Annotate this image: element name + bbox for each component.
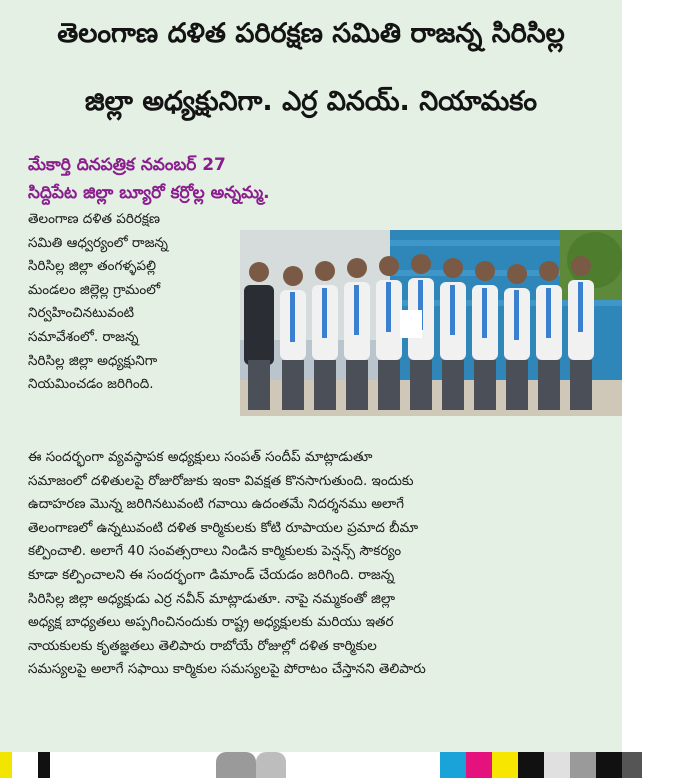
registration-swatch xyxy=(544,752,570,778)
article-line: సమాజంలో దళితులపై రోజురోజుకు ఇంకా వివక్షత కొనసాగుతుంది. ఇందుకు xyxy=(28,472,414,489)
registration-swatch xyxy=(440,752,466,778)
registration-swatch xyxy=(216,752,256,778)
registration-swatch xyxy=(492,752,518,778)
registration-swatch xyxy=(622,752,642,778)
group-photo xyxy=(240,230,622,416)
registration-swatch xyxy=(466,752,492,778)
registration-swatch xyxy=(518,752,544,778)
article-line: సమస్యలపై అలాగే సఫాయి కార్మికుల సమస్యలపై పోరాటం చేస్తానని తెలిపారు xyxy=(28,661,426,678)
reporter-credit: సిద్దిపేట జిల్లా బ్యూరో కర్రోల్ల అన్నమ్మ. xyxy=(28,183,270,203)
article-line: నిర్వహించినటువంటి xyxy=(28,305,135,322)
article-line: సమితి ఆధ్వర్యంలో రాజన్న xyxy=(28,234,168,251)
dateline: మేకార్తి దినపత్రిక నవంబర్ 27 xyxy=(28,155,226,175)
article-line: తెలంగాణ దళిత పరిరక్షణ xyxy=(28,211,161,227)
article-line: నాయకులకు కృతజ్ఞతలు తెలిపారు రాబోయే రోజుల్లో దళిత కార్మికుల xyxy=(28,637,377,654)
article-line: నియమించడం జరిగింది. xyxy=(28,376,154,393)
registration-swatch xyxy=(38,752,50,778)
article-body xyxy=(28,446,426,682)
headline-line-2: జిల్లా అధ్యక్షునిగా. ఎర్ర వినయ్. నియామకం xyxy=(84,86,538,117)
registration-swatch xyxy=(256,752,286,778)
article-line: ఉదాహరణ మొన్న జరిగినటువంటి గవాయి ఉదంతమే నిదర్శనము అలాగే xyxy=(28,496,405,513)
article-line: తెలంగాణలో ఉన్నటువంటి దళిత కార్మికులకు కోటి రూపాయల ప్రమాద బీమా xyxy=(28,519,419,536)
article-line: సిరిసిల్ల జిల్లా తంగళ్ళపల్లి xyxy=(28,258,157,275)
article-line: సమావేశంలో. రాజన్న xyxy=(28,328,139,345)
article-line: కూడా కల్పించాలని ఈ సందర్భంగా డిమాండ్ చేయడం జరిగింది. రాజన్న xyxy=(28,566,395,583)
registration-swatch xyxy=(570,752,596,778)
article-line: అధ్యక్ష బాధ్యతలు అప్పగించినందుకు రాష్ట్ర అధ్యక్షులకు మరియు ఇతర xyxy=(28,614,394,631)
registration-swatch xyxy=(0,752,12,778)
article-line: సిరిసిల్ల జిల్లా అధ్యక్షునిగా xyxy=(28,352,158,369)
article-line: కల్పించాలి. అలాగే 40 సంవత్సరాలు నిండిన కార్మికులకు పెన్షన్స్ సౌకర్యం xyxy=(28,543,402,560)
article-line: ఈ సందర్భంగా వ్యవస్థాపక అధ్యక్షులు సంపత్ సందీప్ మాట్లాడుతూ xyxy=(28,449,373,465)
print-registration-bar xyxy=(0,752,682,778)
article-intro xyxy=(28,208,168,397)
registration-swatch xyxy=(596,752,622,778)
article-line: సిరిసిల్ల జిల్లా అధ్యక్షుడు ఎర్ర నవీన్ మాట్లాడుతూ. నాపై నమ్మకంతో జిల్లా xyxy=(28,590,395,607)
headline-line-1: తెలంగాణ దళిత పరిరక్షణ సమితి రాజన్న సిరిసిల్ల xyxy=(57,18,565,49)
article-line: మండలం జిల్లెల్ల గ్రామంలో xyxy=(28,281,161,298)
